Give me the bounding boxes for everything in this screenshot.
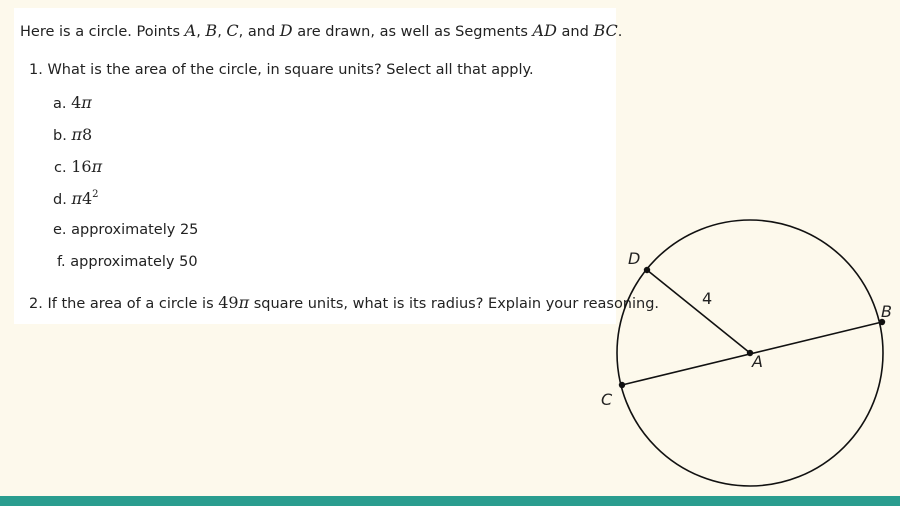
question-number: 1. bbox=[29, 62, 43, 78]
option-b: b. π8 bbox=[53, 125, 93, 144]
point-d bbox=[644, 267, 650, 273]
option-f: f. approximately 50 bbox=[57, 254, 198, 270]
option-letter: d. bbox=[53, 192, 67, 208]
segment-ad bbox=[647, 270, 750, 353]
label-radius: 4 bbox=[702, 289, 713, 308]
label-b: B bbox=[881, 302, 892, 321]
label-a: A bbox=[752, 352, 763, 371]
question-1 bbox=[29, 62, 534, 78]
math-segment-bc: BC bbox=[593, 21, 618, 40]
option-letter: e. bbox=[53, 222, 67, 238]
math-point-b: B bbox=[205, 21, 218, 40]
math-point-a: A bbox=[184, 21, 197, 40]
bottom-accent-bar bbox=[0, 496, 900, 506]
point-c bbox=[619, 382, 625, 388]
math-segment-ad: AD bbox=[532, 21, 557, 40]
option-letter: a. bbox=[53, 96, 67, 112]
option-a: a. 4π bbox=[53, 93, 92, 112]
math-point-d: D bbox=[279, 21, 293, 40]
option-d: d. $\pi 4^2$ bbox=[53, 189, 99, 208]
option-letter: b. bbox=[53, 128, 67, 144]
label-d: D bbox=[628, 249, 641, 268]
question-number: 2. bbox=[29, 296, 43, 312]
option-letter: f. bbox=[57, 254, 66, 270]
option-c: c. 16π bbox=[54, 157, 103, 176]
math-point-c: C bbox=[226, 21, 239, 40]
question-2: 2. If the area of a circle is 49π square units, what is its radius? Explain your reasoning. bbox=[29, 293, 660, 312]
intro-text: Here is a circle. Points A, B, C, and D are drawn, as well as Segments AD and BC. bbox=[20, 21, 623, 40]
problem-card bbox=[14, 8, 616, 324]
option-letter: c. bbox=[54, 160, 67, 176]
question-text: What is the area of the circle, in square units? Select all that apply. bbox=[47, 62, 534, 78]
option-e: e. approximately 25 bbox=[53, 222, 199, 238]
circle-diagram bbox=[590, 210, 900, 496]
label-c: C bbox=[601, 390, 613, 409]
